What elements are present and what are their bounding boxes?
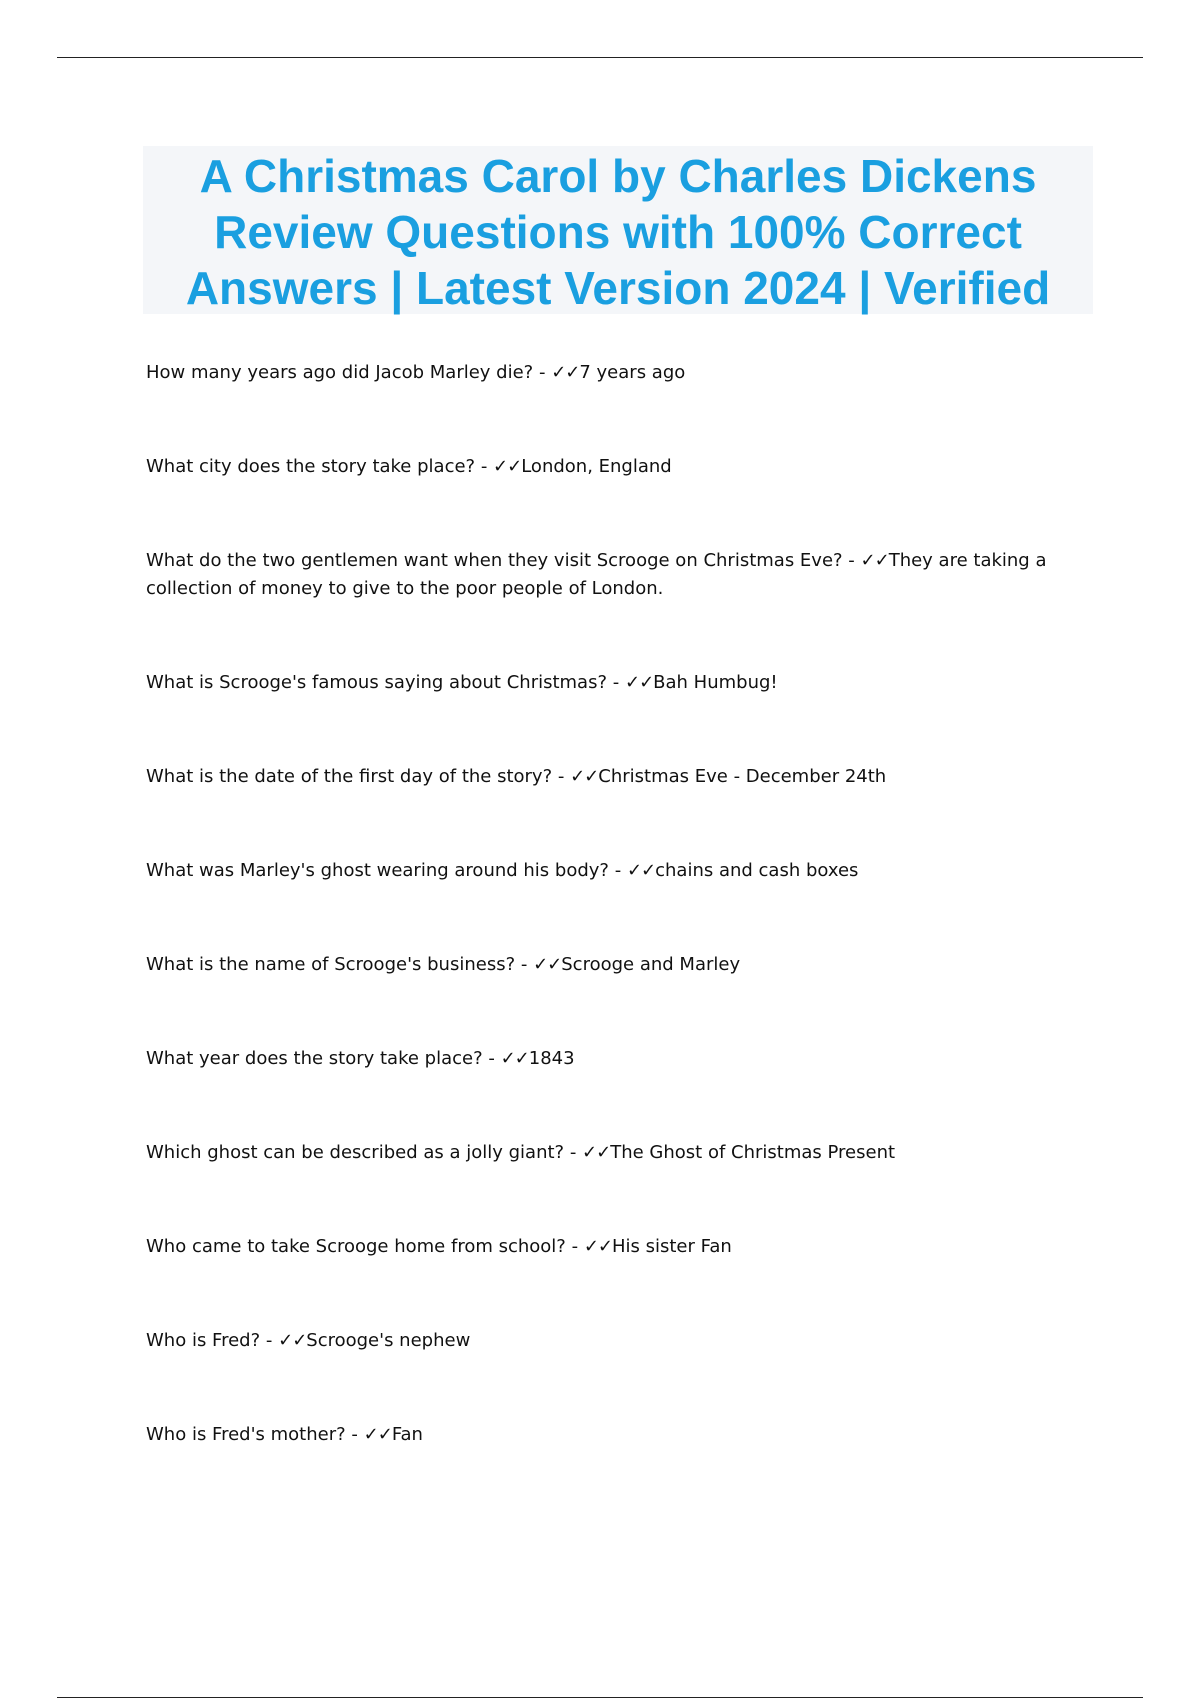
qa-item <box>146 359 1076 453</box>
separator: - <box>515 954 534 975</box>
separator: - <box>608 860 627 881</box>
answer-text: His sister Fan <box>611 1236 732 1257</box>
answer-text: The Ghost of Christmas Present <box>610 1142 896 1163</box>
qa-item <box>146 1139 1076 1233</box>
qa-list <box>146 359 1076 1515</box>
separator: - <box>345 1424 364 1445</box>
answer-text: Scrooge's nephew <box>306 1330 471 1351</box>
double-check-icon: ✓✓ <box>626 860 656 881</box>
double-check-icon: ✓✓ <box>624 672 654 693</box>
answer-text: Christmas Eve - December 24th <box>598 766 887 787</box>
qa-item <box>146 1421 1076 1515</box>
question-text: What year does the story take place? <box>146 1048 483 1069</box>
title-line-3: Answers | Latest Version 2024 | Verified <box>185 262 1051 314</box>
question-text: What is Scrooge's famous saying about Christmas? <box>146 672 608 693</box>
double-check-icon: ✓✓ <box>551 362 580 383</box>
double-check-icon: ✓✓ <box>582 1142 611 1163</box>
double-check-icon: ✓✓ <box>493 456 522 477</box>
question-text: Who came to take Scrooge home from school? <box>146 1236 566 1257</box>
question-text: Who is Fred? <box>146 1330 261 1351</box>
double-check-icon: ✓✓ <box>363 1424 392 1445</box>
answer-text: 1843 <box>528 1048 575 1069</box>
answer-text: 7 years ago <box>579 362 686 383</box>
answer-text: Bah Humbug! <box>653 672 778 693</box>
double-check-icon: ✓✓ <box>533 954 562 975</box>
qa-item <box>146 763 1076 857</box>
answer-text: Scrooge and Marley <box>561 954 741 975</box>
double-check-icon: ✓✓ <box>860 550 889 571</box>
question-text: What is the date of the first day of the story? <box>146 766 553 787</box>
double-check-icon: ✓✓ <box>583 1236 612 1257</box>
qa-item <box>146 1327 1076 1421</box>
separator: - <box>564 1142 583 1163</box>
question-text: How many years ago did Jacob Marley die? <box>146 362 534 383</box>
answer-text: chains and cash boxes <box>655 860 859 881</box>
separator: - <box>552 766 571 787</box>
double-check-icon: ✓✓ <box>278 1330 307 1351</box>
separator: - <box>842 550 861 571</box>
qa-item <box>146 1233 1076 1327</box>
qa-item <box>146 951 1076 1045</box>
qa-item <box>146 453 1076 547</box>
title-banner <box>143 146 1093 314</box>
title-line-2: Review Questions with 100% Correct <box>214 206 1022 258</box>
separator: - <box>482 1048 501 1069</box>
separator: - <box>260 1330 279 1351</box>
question-text: What city does the story take place? <box>146 456 476 477</box>
separator: - <box>607 672 625 693</box>
top-rule <box>57 57 1143 58</box>
qa-item <box>146 1045 1076 1139</box>
question-text: Who is Fred's mother? <box>146 1424 346 1445</box>
qa-item <box>146 547 1076 669</box>
separator: - <box>475 456 494 477</box>
question-text: What is the name of Scrooge's business? <box>146 954 516 975</box>
separator: - <box>533 362 552 383</box>
separator: - <box>565 1236 584 1257</box>
qa-item <box>146 857 1076 951</box>
answer-text: Fan <box>391 1424 423 1445</box>
question-text: Which ghost can be described as a jolly giant? <box>146 1142 565 1163</box>
double-check-icon: ✓✓ <box>570 766 599 787</box>
double-check-icon: ✓✓ <box>500 1048 529 1069</box>
question-text: What do the two gentlemen want when they visit Scrooge on Christmas Eve? <box>146 550 843 571</box>
bottom-rule <box>57 1697 1143 1698</box>
answer-text: London, England <box>521 456 672 477</box>
answer-text: They are taking a collection of money to give to the poor people of London. <box>146 550 1047 599</box>
title-line-1: A Christmas Carol by Charles Dickens <box>199 150 1037 202</box>
question-text: What was Marley's ghost wearing around his body? <box>146 860 609 881</box>
document-title <box>143 146 1093 316</box>
qa-item <box>146 669 1076 763</box>
